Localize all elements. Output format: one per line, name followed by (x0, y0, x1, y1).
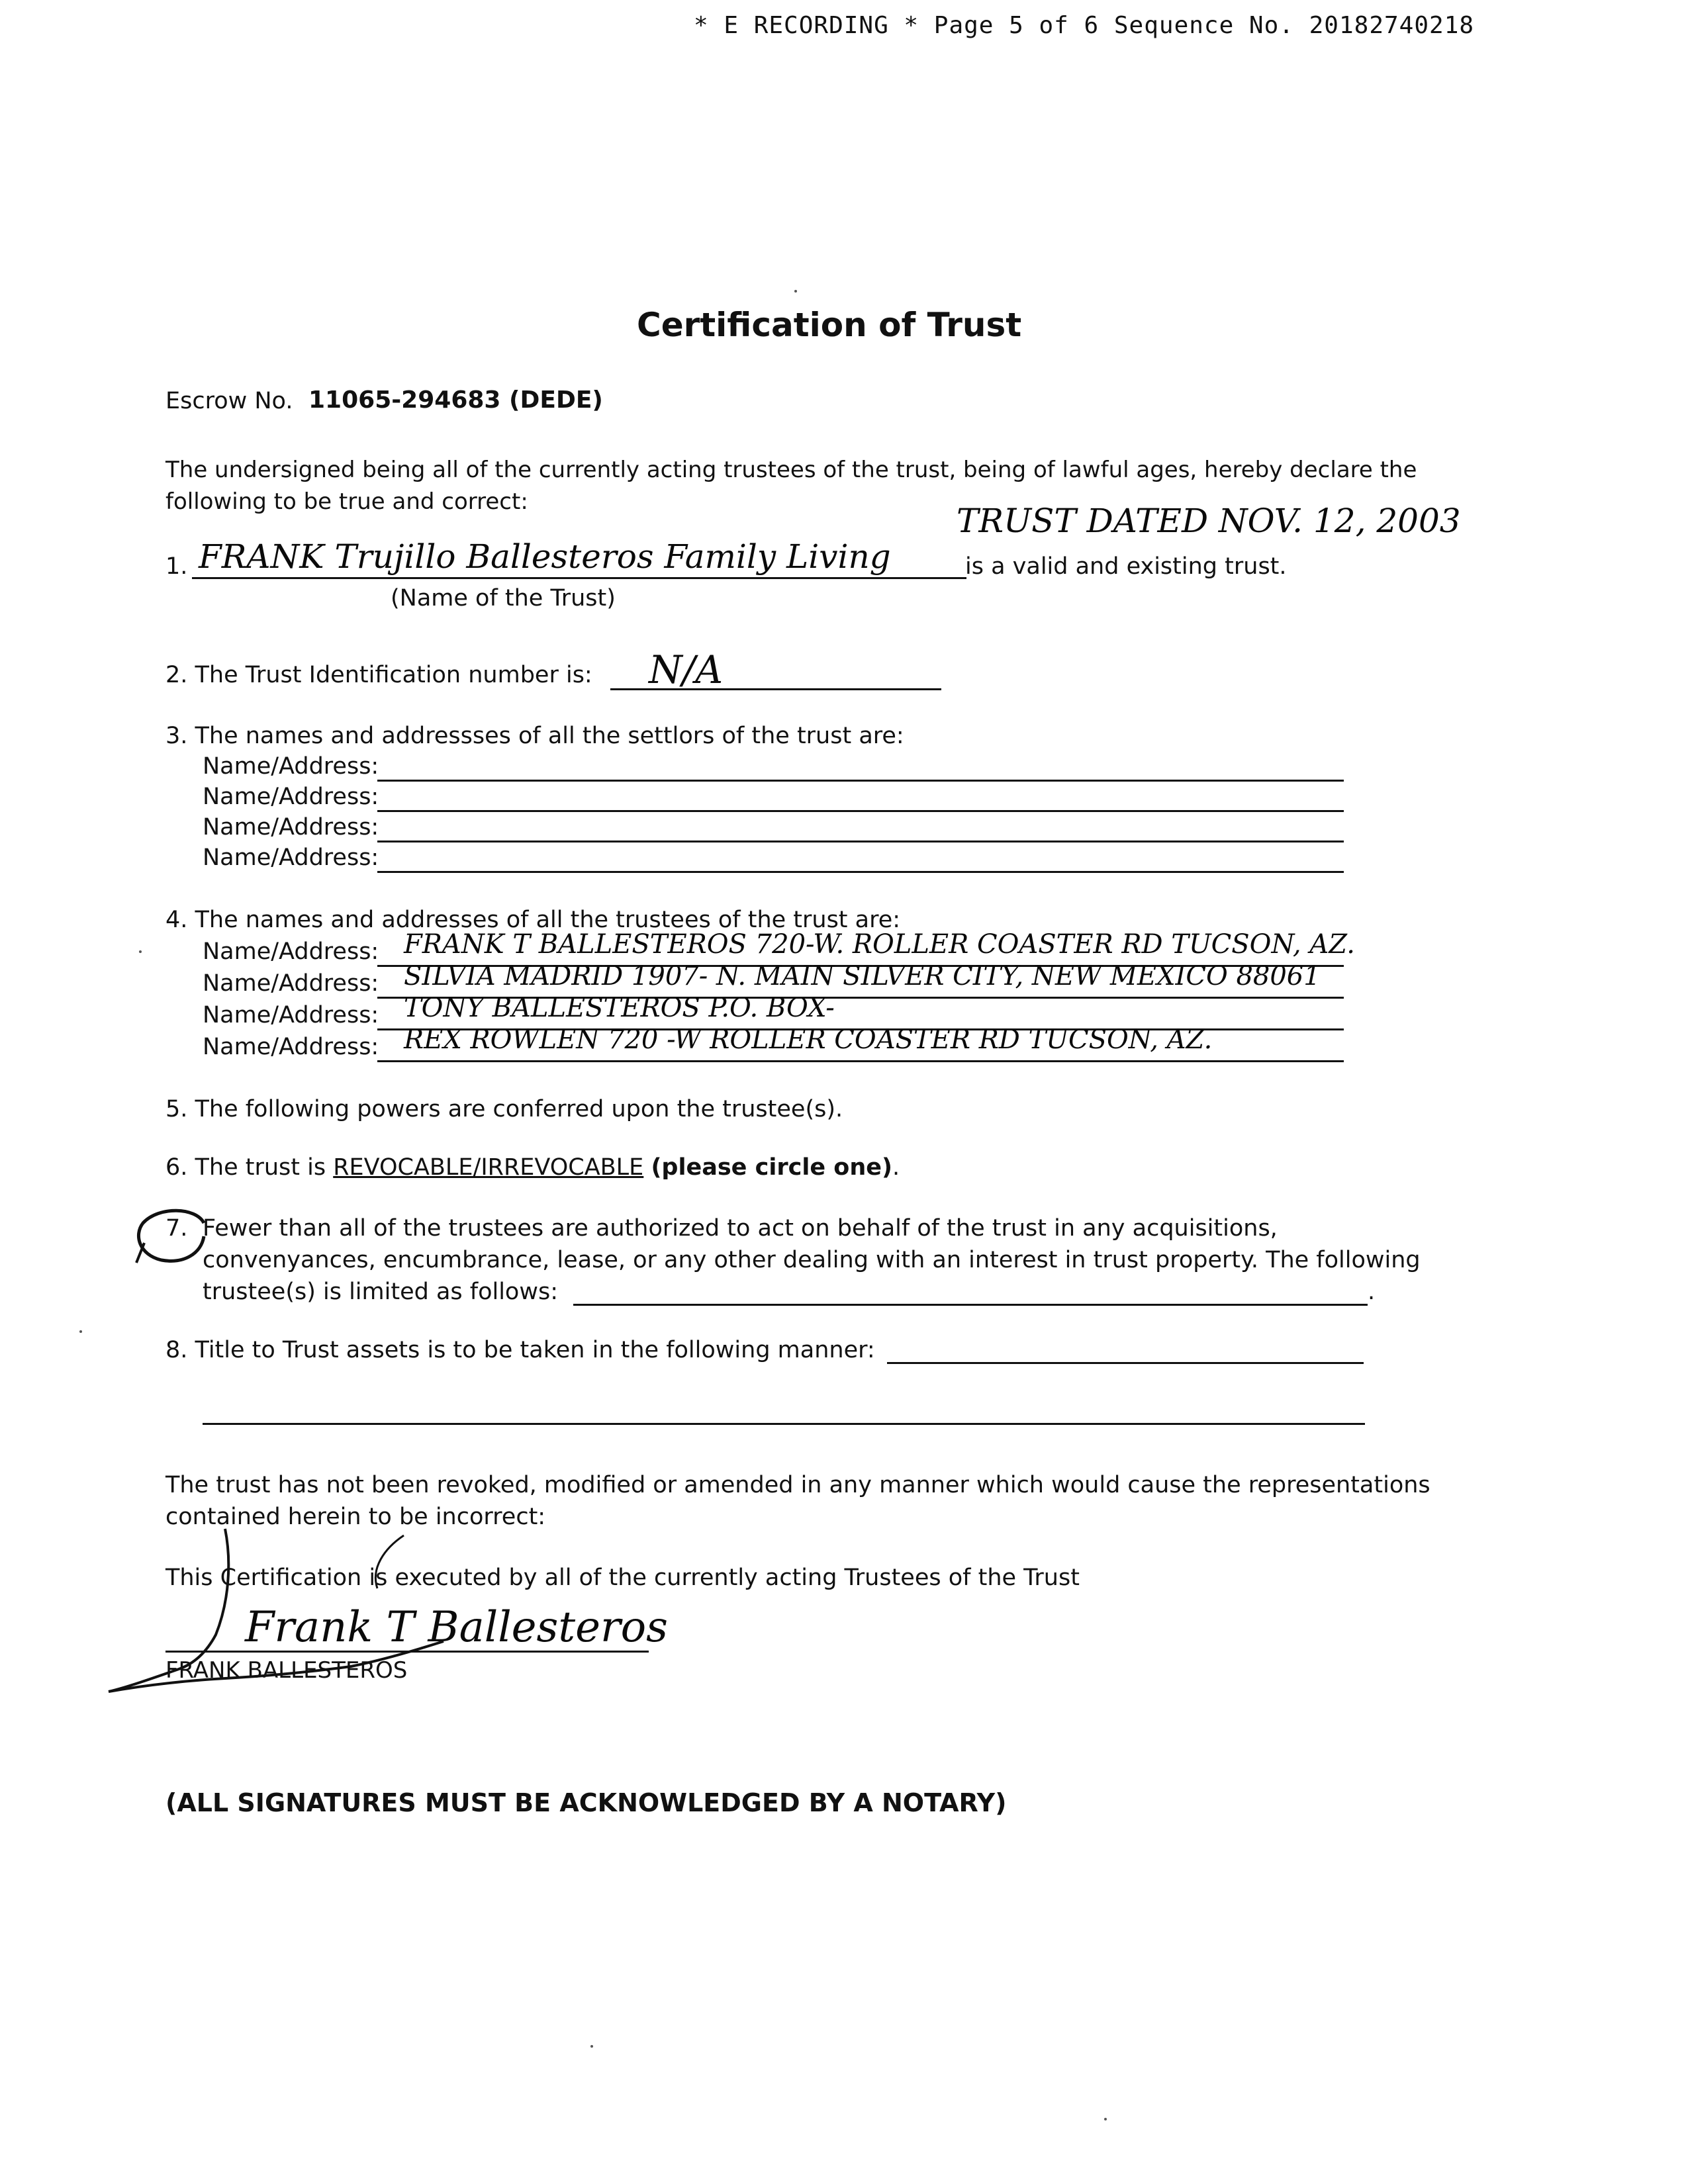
settlor-row-label: Name/Address: (203, 814, 379, 841)
scan-speck (139, 950, 142, 953)
item2-label: 2. The Trust Identification number is: (165, 662, 592, 688)
item2-handwritten: N/A (649, 647, 724, 692)
page-title: Certification of Trust (637, 306, 1022, 344)
item1-handwritten-date: TRUST DATED NOV. 12, 2003 (957, 502, 1461, 540)
item7-line-1: Fewer than all of the trustees are authorized to act on behalf of the trust in any acquisitions, (203, 1215, 1278, 1242)
item7-end: . (1368, 1279, 1376, 1305)
item6-prefix: 6. The trust is (165, 1154, 326, 1181)
scan-speck (794, 290, 797, 293)
trustee-row-line (377, 1060, 1344, 1062)
scan-speck (1104, 2118, 1107, 2120)
item6 (165, 1154, 900, 1181)
trustee-row-value: FRANK T BALLESTEROS 720-W. ROLLER COASTER RD TUCSON, AZ. (404, 929, 1356, 960)
item8-second-line (203, 1423, 1365, 1425)
escrow-number: 11065-294683 (DEDE) (308, 387, 603, 414)
item4-label: 4. The names and addresses of all the trustees of the trust are: (165, 907, 901, 933)
trustee-row-label: Name/Address: (203, 938, 379, 965)
item3-label: 3. The names and addressses of all the settlors of the trust are: (165, 723, 904, 749)
signer-printed-name: FRANK BALLESTEROS (165, 1657, 408, 1684)
item5-label: 5. The following powers are conferred upon the trustee(s). (165, 1096, 843, 1122)
item1-number: 1. (165, 553, 188, 580)
item1-underline (192, 577, 966, 579)
item1-caption: (Name of the Trust) (391, 585, 616, 612)
item6-end: . (892, 1154, 900, 1181)
intro-line-2: following to be true and correct: (165, 488, 528, 515)
item8-label: 8. Title to Trust assets is to be taken in the following manner: (165, 1337, 875, 1363)
item7-number: 7. (165, 1215, 188, 1242)
trustee-row-label: Name/Address: (203, 970, 379, 997)
scan-speck (590, 2045, 593, 2048)
scan-speck (79, 1330, 82, 1333)
item6-choice: REVOCABLE/IRREVOCABLE (333, 1154, 644, 1181)
closing-line-2: contained herein to be incorrect: (165, 1504, 546, 1530)
item7-underline (573, 1304, 1368, 1306)
item7-line-2: convenyances, encumbrance, lease, or any other dealing with an interest in trust property. The following (203, 1247, 1421, 1273)
intro-line-1: The undersigned being all of the currently acting trustees of the trust, being of lawful ages, hereby declare the (165, 457, 1417, 483)
notary-notice: (ALL SIGNATURES MUST BE ACKNOWLEDGED BY A NOTARY) (165, 1788, 1007, 1817)
trustee-row-label: Name/Address: (203, 1002, 379, 1028)
trustee-row-value: TONY BALLESTEROS P.O. BOX- (404, 993, 835, 1023)
item6-instruction: (please circle one) (651, 1154, 892, 1181)
closing-line-1: The trust has not been revoked, modified or amended in any manner which would cause the representations (165, 1472, 1430, 1498)
recording-header: * E RECORDING * Page 5 of 6 Sequence No. 20182740218 (694, 12, 1475, 39)
item8-underline (887, 1362, 1364, 1364)
settlor-row-line (377, 871, 1344, 873)
execution-line: This Certification is executed by all of the currently acting Trustees of the Trust (165, 1565, 1080, 1591)
item7-line-3: trustee(s) is limited as follows: (203, 1279, 558, 1305)
item1-handwritten-trust-name: FRANK Trujillo Ballesteros Family Living (199, 537, 891, 576)
item1-suffix: is a valid and existing trust. (965, 553, 1287, 580)
settlor-row-line (377, 841, 1344, 842)
trustee-row-label: Name/Address: (203, 1034, 379, 1060)
signature-handwritten: Frank T Ballesteros (245, 1603, 668, 1652)
settlor-row-label: Name/Address: (203, 844, 379, 871)
trustee-row-value: SILVIA MADRID 1907- N. MAIN SILVER CITY, NEW MEXICO 88061 (404, 961, 1321, 991)
escrow-label: Escrow No. (165, 388, 293, 414)
trustee-row-value: REX ROWLEN 720 -W ROLLER COASTER RD TUCSON, AZ. (404, 1024, 1213, 1055)
settlor-row-line (377, 810, 1344, 812)
settlor-row-label: Name/Address: (203, 784, 379, 810)
settlor-row-label: Name/Address: (203, 753, 379, 780)
settlor-row-line (377, 780, 1344, 782)
